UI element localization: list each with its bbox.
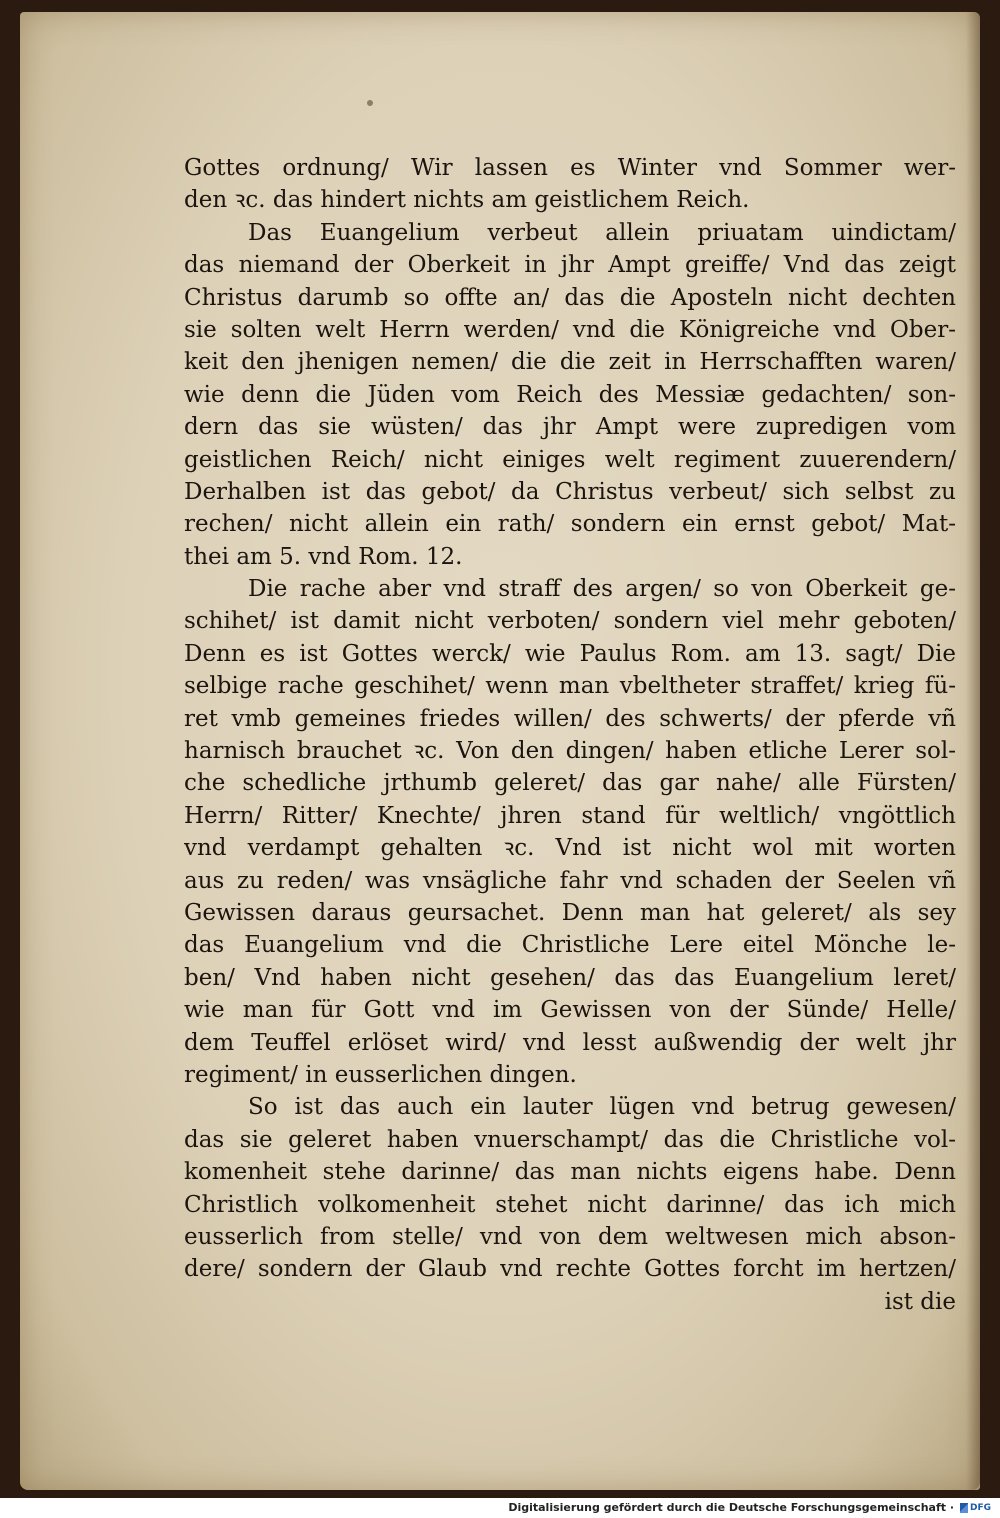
- text-line: So ist das auch ein lauter lügen vnd betrug gewesen/: [248, 1094, 956, 1121]
- text-line: selbige rache geschihet/ wenn man vbeltheter straffet/ krieg fü-: [184, 673, 956, 700]
- text-line: geistlichen Reich/ nicht einiges welt regiment zuuerendern/: [184, 446, 956, 473]
- text-line: Gewissen daraus geursachet. Denn man hat geleret/ als sey: [184, 899, 956, 926]
- book-page: [20, 12, 980, 1490]
- text-line: das niemand der Oberkeit in jhr Ampt greiffe/ Vnd das zeigt: [184, 252, 956, 279]
- text-line: harnisch brauchet ꝛc. Von den dingen/ haben etliche Lerer sol-: [184, 738, 956, 765]
- text-line: Das Euangelium verbeut allein priuatam uindictam/: [248, 219, 956, 246]
- text-line: ben/ Vnd haben nicht gesehen/ das das Euangelium leret/: [184, 964, 956, 991]
- text-line: rechen/ nicht allein ein rath/ sondern ein ernst gebot/ Mat-: [184, 511, 956, 538]
- text-line: sie solten welt Herrn werden/ vnd die Königreiche vnd Ober-: [184, 316, 956, 343]
- text-line: eusserlich from stelle/ vnd von dem weltwesen mich abson-: [184, 1223, 956, 1250]
- text-line: Die rache aber vnd straff des argen/ so von Oberkeit ge-: [248, 576, 956, 603]
- funding-notice: Digitalisierung gefördert durch die Deutsche Forschungsgemeinschaft ·: [508, 1501, 954, 1514]
- text-line: Herrn/ Ritter/ Knechte/ jhren stand für weltlich/ vngöttlich: [184, 802, 956, 829]
- dfg-logo: [960, 1502, 992, 1514]
- page-edge-shadow: [966, 12, 980, 1490]
- text-line: ret vmb gemeines friedes willen/ des schwerts/ der pferde vñ: [184, 705, 956, 732]
- text-line: ist die: [884, 1288, 956, 1315]
- text-line: che schedliche jrthumb geleret/ das gar nahe/ alle Fürsten/: [184, 770, 956, 797]
- ink-spot: [367, 100, 373, 106]
- text-line: wie man für Gott vnd im Gewissen von der Sünde/ Helle/: [184, 997, 956, 1024]
- text-line: regiment/ in eusserlichen dingen.: [184, 1061, 577, 1088]
- text-line: aus zu reden/ was vnsägliche fahr vnd schaden der Seelen vñ: [184, 867, 956, 894]
- text-line: schihet/ ist damit nicht verboten/ sondern viel mehr geboten/: [184, 608, 956, 635]
- text-line: dern das sie wüsten/ das jhr Ampt were zupredigen vom: [184, 414, 956, 441]
- text-line: dem Teuffel erlöset wird/ vnd lesst außwendig der welt jhr: [184, 1029, 956, 1056]
- footer-bar: [0, 1498, 1000, 1518]
- text-line: Denn es ist Gottes werck/ wie Paulus Rom. am 13. sagt/ Die: [184, 640, 956, 667]
- text-line: Christus darumb so offte an/ das die Aposteln nicht dechten: [184, 284, 956, 311]
- text-line: thei am 5. vnd Rom. 12.: [184, 543, 463, 570]
- text-line: wie denn die Jüden vom Reich des Messiæ gedachten/ son-: [184, 381, 956, 408]
- text-line: den ꝛc. das hindert nichts am geistlichem Reich.: [184, 187, 750, 214]
- dfg-logo-mark-icon: [960, 1503, 968, 1513]
- text-line: vnd verdampt gehalten ꝛc. Vnd ist nicht wol mit worten: [184, 835, 956, 862]
- text-line: Derhalben ist das gebot/ da Christus verbeut/ sich selbst zu: [184, 478, 956, 505]
- dfg-logo-text: DFG: [970, 1503, 992, 1513]
- text-line: komenheit stehe darinne/ das man nichts eigens habe. Denn: [184, 1159, 956, 1186]
- text-line: das Euangelium vnd die Christliche Lere eitel Mönche le-: [184, 932, 956, 959]
- text-line: Christlich volkomenheit stehet nicht darinne/ das ich mich: [184, 1191, 956, 1218]
- text-line: Gottes ordnung/ Wir lassen es Winter vnd Sommer wer-: [184, 155, 956, 181]
- text-line: dere/ sondern der Glaub vnd rechte Gottes forcht im hertzen/: [184, 1256, 956, 1283]
- body-text: [184, 152, 956, 1318]
- text-line: das sie geleret haben vnuerschampt/ das die Christliche vol-: [184, 1126, 956, 1153]
- text-line: keit den jhenigen nemen/ die die zeit in Herrschafften waren/: [184, 349, 956, 376]
